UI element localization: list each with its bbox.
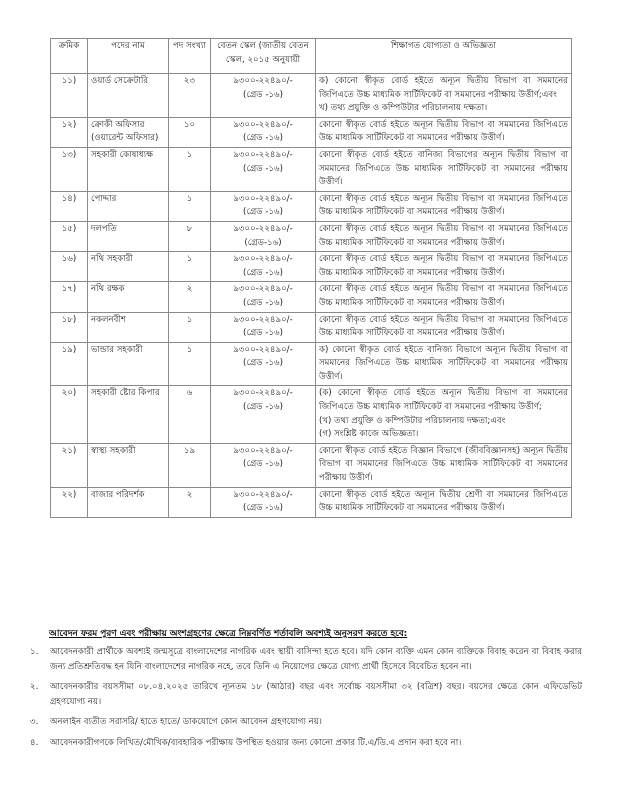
pay-grade: (গ্রেড -১৬) (243, 503, 283, 514)
table-row (51, 117, 572, 147)
pay-range: ৯৩০০-২২৪৯০/- (233, 254, 293, 265)
cell-qualification (316, 147, 572, 191)
cell-post-name: বাজার পরিদর্শক (88, 487, 169, 517)
cell-post-name: স্বাস্থ্য সহকারী (88, 443, 169, 487)
condition-item (30, 680, 582, 709)
cell-pay-scale (211, 221, 316, 251)
cell-post-count: ৮ (169, 221, 211, 251)
table-row (51, 74, 572, 118)
cell-post-name: নথি রক্ষক (88, 282, 169, 312)
pay-range: ৯৩০০-২২৪৯০/- (233, 388, 293, 399)
pay-grade: (গ্রেড -১৬) (243, 402, 283, 413)
cell-serial: ১২) (51, 117, 88, 147)
cell-qualification (316, 282, 572, 312)
qualification-line: কোনো স্বীকৃত বোর্ড হইতে বিজ্ঞান বিভাগে (জীববিজ্ঞানসহ) অন্যূন দ্বিতীয় বিভাগ বা সমমানের জিপিএতে উচ্চ মাধ্যমিক সার্টিফিকেট বা সমমানের পরীক্ষায় উত্তীর্ণ। (319, 445, 568, 484)
pay-range: ৯৩০০-২২৪৯০/- (233, 193, 293, 204)
pay-range: ৯৩০০-২২৪৯০/- (233, 119, 293, 130)
cell-pay-scale (211, 191, 316, 221)
condition-item (30, 736, 582, 751)
cell-qualification (316, 191, 572, 221)
qualification-line: (খ) তথ্য প্রযুক্তি ও কম্পিউটার পরিচালনায় দক্ষতা;এবং (319, 415, 506, 426)
cell-pay-scale (211, 487, 316, 517)
cell-post-name: পোদ্দার (88, 191, 169, 221)
qualification-line: কোনো স্বীকৃত বোর্ড হইতে অন্যূন দ্বিতীয় বিভাগ বা সমমানের জিপিএতে উচ্চ মাধ্যমিক সার্টিফিকেট বা সমমানের পরীক্ষায় উত্তীর্ণ। (319, 193, 568, 218)
pay-range: ৯৩০০-২২৪৯০/- (233, 76, 293, 86)
cell-post-name: ক্রোকী অফিসার (ওয়ারেন্ট অফিসার) (88, 117, 169, 147)
cell-serial: ১৩) (51, 147, 88, 191)
pay-grade: (গ্রেড -১৬) (243, 459, 283, 470)
cell-serial: ১৮) (51, 312, 88, 342)
qualification-line: (গ) সংশ্লিষ্ট কাজে অভিজ্ঞতা। (319, 429, 419, 440)
header-pay-scale: বেতন স্কেল (জাতীয় বেতন স্কেল, ২০১৫ অনুযায়ী (211, 39, 316, 74)
table-row (51, 443, 572, 487)
table-row (51, 221, 572, 251)
cell-post-name: সহকারী কোষাধ্যক্ষ (88, 147, 169, 191)
table-row (51, 487, 572, 517)
pay-grade: (গ্রেড -১৬) (243, 328, 283, 339)
qualification-line: ক) কোনো স্বীকৃত বোর্ড হইতে অন্যূন দ্বিতীয় বিভাগ বা সমমানের জিপিএতে উচ্চ মাধ্যমিক সার্টিফিকেট বা সমমানের পরীক্ষায় উত্তীর্ণ;এবং (319, 76, 568, 100)
qualification-line: কোনো স্বীকৃত বোর্ড হইতে বানিজ্য বিভাগের অন্যূন দ্বিতীয় বিভাগ বা সমমানের জিপিএতে উচ্চ মাধ্যমিক সার্টিফিকেট বা সমমানের পরীক্ষায় উত্তীর্ণ। (319, 149, 568, 188)
cell-serial: ১৫) (51, 221, 88, 251)
cell-qualification (316, 221, 572, 251)
pay-grade: (গ্রেড -১৬) (243, 89, 283, 100)
cell-serial: ২১) (51, 443, 88, 487)
qualification-line: ক) কোনো স্বীকৃত বোর্ড হইতে বানিজ্য বিভাগে অন্যূন দ্বিতীয় বিভাগ বা সমমানের জিপিএতে উচ্চ মাধ্যমিক সার্টিফিকেট বা সমমানের পরীক্ষায় উত্তীর্ণ। (319, 344, 568, 382)
cell-post-name: দলপতি (88, 221, 169, 251)
pay-grade: (গ্রেড -১৬) (243, 297, 283, 308)
table-header-row (51, 39, 572, 74)
condition-number: ৪. (30, 737, 39, 748)
cell-qualification (316, 252, 572, 282)
cell-serial: ১৪) (51, 191, 88, 221)
header-qualification: শিক্ষাগত যোগ্যতা ও অভিজ্ঞতা (316, 39, 572, 74)
condition-number: ১. (30, 647, 39, 657)
cell-serial: ১৯) (51, 342, 88, 386)
pay-grade: (গ্রেড-১৬) (244, 237, 282, 248)
qualification-line: কোনো স্বীকৃত বোর্ড হইতে অন্যূন দ্বিতীয় বিভাগ বা সমমানের জিপিএতে উচ্চ মাধ্যমিক সার্টিফিকেট বা সমমানের পরীক্ষায় উত্তীর্ণ। (319, 254, 568, 278)
pay-grade: (গ্রেড -১৬) (243, 207, 283, 218)
job-posts-table (50, 38, 572, 518)
table-row (51, 342, 572, 386)
condition-text: অনলাইন ব্যতীত সরাসরি/ হাতে হাতে/ ডাকযোগে কোন আবেদন গ্রহণযোগ্য নয়। (50, 717, 322, 727)
conditions-heading: আবেদন ফরম পুরণ এবং পরীক্ষায় অংশগ্রহণের ক্ষেত্রে নিম্নবর্ণিত শর্তাবলি অবশ্যই অনুসরণ করতে হবে: (49, 629, 408, 639)
cell-serial: ২০) (51, 386, 88, 443)
cell-qualification (316, 312, 572, 342)
cell-post-count: ১ (169, 312, 211, 342)
pay-grade: (গ্রেড -১৬) (243, 133, 283, 144)
cell-post-count: ১ (169, 342, 211, 386)
cell-pay-scale (211, 386, 316, 443)
cell-post-count: ১ (169, 191, 211, 221)
cell-qualification (316, 443, 572, 487)
header-post-count: পদ সংখ্যা (169, 39, 211, 74)
table-row (51, 191, 572, 221)
cell-pay-scale (211, 252, 316, 282)
cell-qualification (316, 117, 572, 147)
pay-range: ৯৩০০-২২৪৯০/- (233, 445, 293, 456)
table-row (51, 282, 572, 312)
cell-pay-scale (211, 74, 316, 118)
cell-post-count: ২ (169, 282, 211, 312)
cell-post-count: ২ (169, 487, 211, 517)
cell-post-count: ৬ (169, 386, 211, 443)
pay-grade: (গ্রেড -১৬) (243, 358, 283, 369)
cell-post-count: ১ (169, 147, 211, 191)
condition-text: আবেদনকারীগণকে লিখিত/মৌখিক/ব্যবহারিক পরীক্ষায় উপস্থিত হওয়ার জন্য কোনো প্রকার টি.এ/ডি.এ প্রদান করা হবে না। (50, 737, 462, 748)
header-serial: ক্রমিক (51, 39, 88, 74)
condition-item (30, 715, 582, 730)
table-row (51, 252, 572, 282)
pay-grade: (গ্রেড -১৬) (243, 267, 283, 278)
cell-post-name: নথি সহকারী (88, 252, 169, 282)
cell-pay-scale (211, 117, 316, 147)
pay-range: ৯৩০০-২২৪৯০/- (233, 223, 293, 234)
pay-grade: (গ্রেড -১৬) (243, 163, 283, 174)
cell-pay-scale (211, 312, 316, 342)
table-row (51, 312, 572, 342)
pay-range: ৯৩০০-২২৪৯০/- (233, 489, 293, 500)
pay-range: ৯৩০০-২২৪৯০/- (233, 284, 293, 295)
pay-range: ৯৩০০-২২৪৯০/- (233, 314, 293, 325)
qualification-line: কোনো স্বীকৃত বোর্ড হইতে অন্যূন দ্বিতীয় বিভাগ বা সমমানের জিপিএতে উচ্চ মাধ্যমিক সার্টিফিকেট বা সমমানের পরীক্ষায় উত্তীর্ণ। (319, 284, 568, 308)
condition-number: ২. (30, 682, 39, 692)
cell-pay-scale (211, 342, 316, 386)
cell-pay-scale (211, 147, 316, 191)
qualification-line: কোনো স্বীকৃত বোর্ড হইতে অন্যূন দ্বিতীয় বিভাগ বা সমমানের জিপিএতে উচ্চ মাধ্যমিক সার্টিফিকেট বা সমমানের পরীক্ষায় উত্তীর্ণ। (319, 314, 568, 339)
cell-post-name: নকলনবীশ (88, 312, 169, 342)
qualification-line: কোনো স্বীকৃত বোর্ড হইতে অন্যূন দ্বিতীয় বিভাগ বা সমমানের জিপিএতে উচ্চ মাধ্যমিক সার্টিফিকেট বা সমমানের পরীক্ষায় উত্তীর্ণ। (319, 223, 568, 248)
cell-post-count: ১৯ (169, 443, 211, 487)
cell-serial: ১১) (51, 74, 88, 118)
table-row (51, 147, 572, 191)
qualification-line: (ক) কোনো স্বীকৃত বোর্ড হইতে অন্যূন দ্বিতীয় বিভাগ বা সমমানের জিপিএতে উচ্চ মাধ্যমিক সার্টিফিকেট বা সমমানের পরীক্ষায় উত্তীর্ণ; (319, 388, 568, 413)
cell-post-name: সহকারী ষ্টোর কিপার (88, 386, 169, 443)
condition-text: আবেদনকারীর বয়সসীমা ০৮.০৪.২০২৫ তারিখে ন্যূনতম ১৮ (আঠার) বছর এবং সর্বোচ্চ বয়সসীমা ৩২ (বত্রিশ) বছর। বয়সের ক্ষেত্রে কোন এফিডেভিট গ্রহণযোগ্য নয়। (50, 682, 582, 707)
cell-pay-scale (211, 443, 316, 487)
cell-qualification (316, 342, 572, 386)
condition-text: আবেদনকারী প্রার্থীকে অবশ্যই জন্মসূত্রে বাংলাদেশের নাগরিক এবং স্থায়ী বাসিন্দা হতে হবে। যদি কোন ব্যক্তি এমন কোন ব্যক্তিকে বিবাহ করেন বা বিবাহ করার জন্য প্রতিশ্রুতিবদ্ধ হন যিনি বাংলাদেশের নাগরিক নহে, তবে তিনি এ নিয়োগের ক্ষেত্রে যোগ্য প্রার্থী হিসেবে বিবেচিত হবেন না। (50, 647, 582, 672)
cell-serial: ২২) (51, 487, 88, 517)
condition-number: ৩. (30, 717, 39, 727)
pay-range: ৯৩০০-২২৪৯০/- (233, 344, 293, 355)
cell-post-count: ১০ (169, 117, 211, 147)
cell-post-count: ১ (169, 252, 211, 282)
cell-qualification (316, 74, 572, 118)
table-row (51, 386, 572, 443)
conditions-list (30, 645, 582, 756)
cell-qualification (316, 487, 572, 517)
qualification-line: খ) তথ্য প্রযুক্তি ও কম্পিউটার পরিচালনায় দক্ষতা। (319, 103, 488, 114)
cell-serial: ১৭) (51, 282, 88, 312)
cell-serial: ১৬) (51, 252, 88, 282)
header-post-name: পদের নাম (88, 39, 169, 74)
cell-pay-scale (211, 282, 316, 312)
qualification-line: কোনো স্বীকৃত বোর্ড হইতে অন্যূন দ্বিতীয় বিভাগ বা সমমানের জিপিএতে উচ্চ মাধ্যমিক সার্টিফিকেট বা সমমানের পরীক্ষায় উত্তীর্ণ। (319, 119, 568, 144)
cell-qualification (316, 386, 572, 443)
condition-item (30, 645, 582, 674)
cell-post-name: ওয়ার্ড সেক্রেটারি (88, 74, 169, 118)
qualification-line: কোনো স্বীকৃত বোর্ড হইতে অন্যূন দ্বিতীয় শ্রেণী বা সমমানের জিপিএতে উচ্চ মাধ্যমিক সার্টিফিকেট বা সমমানের পরীক্ষায় উত্তীর্ণ। (319, 489, 568, 514)
cell-post-name: ভান্ডার সহকারী (88, 342, 169, 386)
cell-post-count: ২৩ (169, 74, 211, 118)
pay-range: ৯৩০০-২২৪৯০/- (233, 149, 293, 160)
